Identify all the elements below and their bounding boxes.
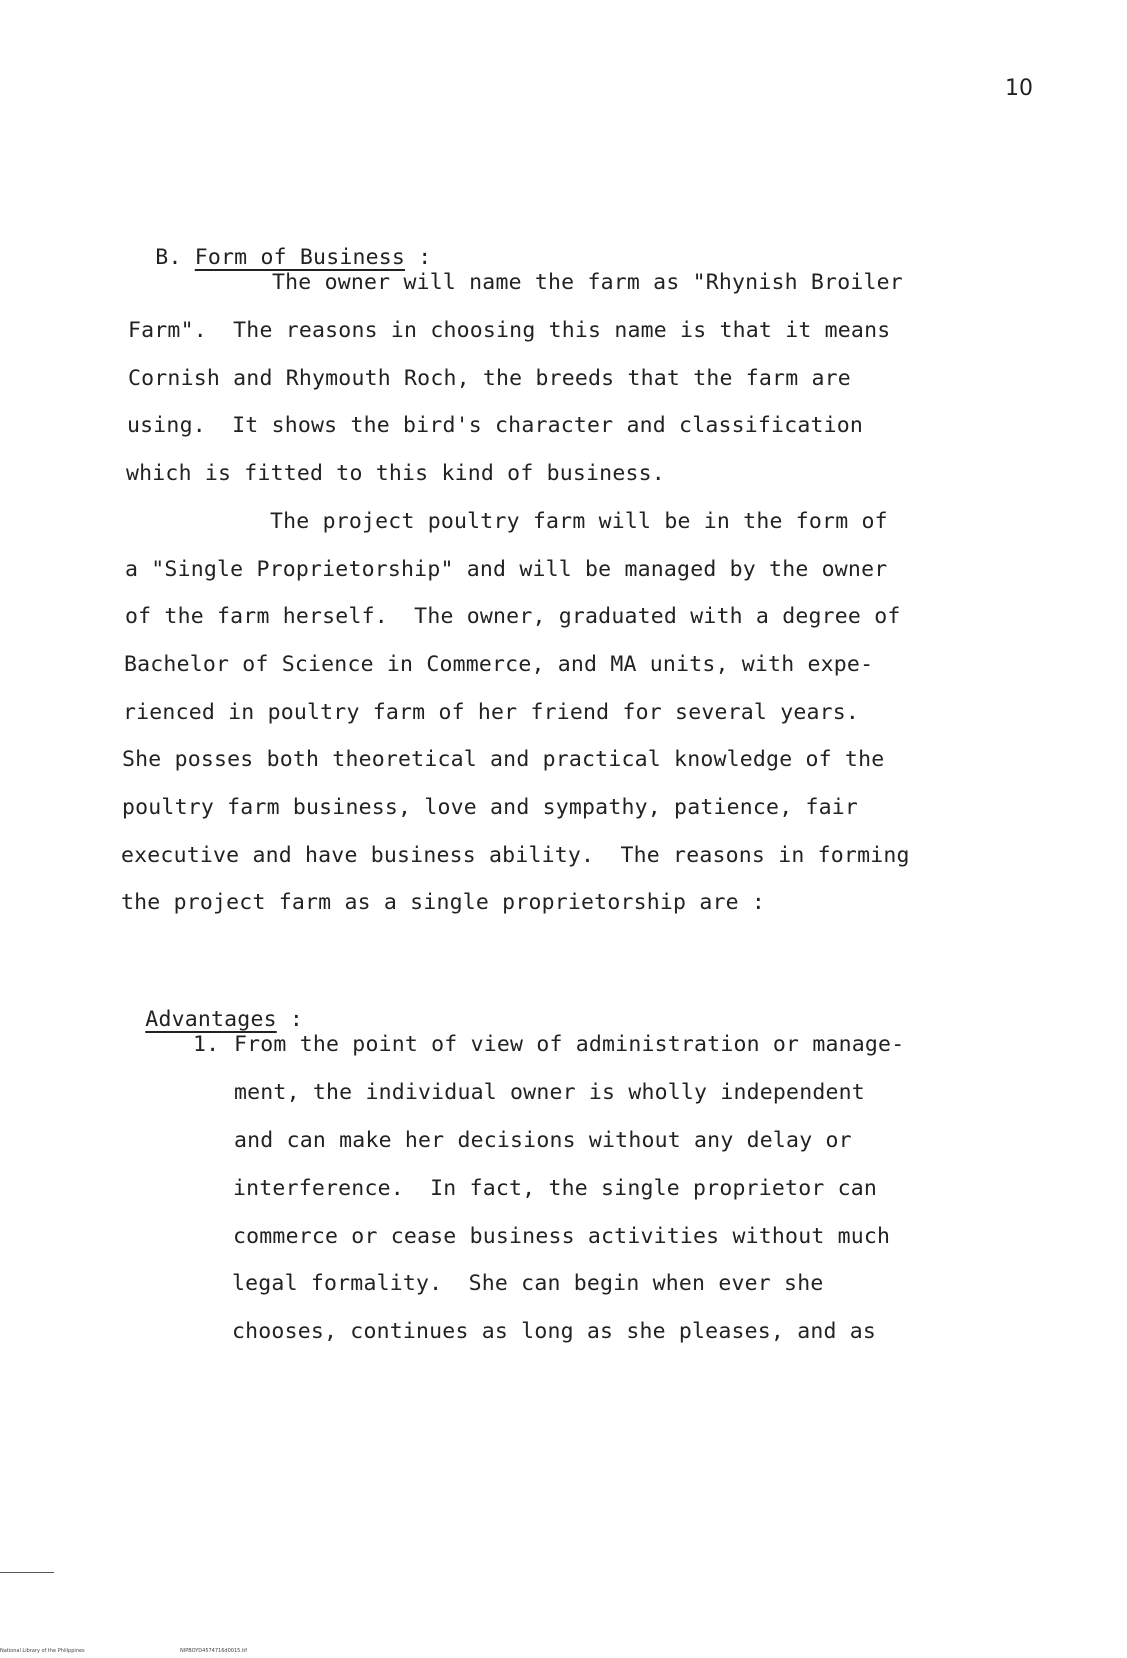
page-number: 10 xyxy=(1005,76,1033,101)
list-item-line: commerce or cease business activities without much xyxy=(233,1224,891,1249)
paragraph-line: Farm". The reasons in choosing this name is that it means xyxy=(128,318,891,343)
paragraph-line: She posses both theoretical and practical knowledge of the xyxy=(122,747,885,772)
paragraph-line: executive and have business ability. The reasons in forming xyxy=(121,843,910,868)
advantages-suffix: : xyxy=(289,1007,304,1032)
paragraph-line: The project poultry farm will be in the form of xyxy=(270,509,888,534)
section-heading xyxy=(129,220,431,270)
footer-rule xyxy=(0,1572,54,1573)
list-item-line: legal formality. She can begin when ever she xyxy=(232,1271,824,1296)
list-item-line: and can make her decisions without any delay or xyxy=(234,1128,852,1153)
list-item-line: interference. In fact, the single proprietor can xyxy=(233,1176,878,1201)
section-suffix: : xyxy=(418,245,432,270)
advantages-heading xyxy=(119,982,303,1032)
section-title: Form of Business xyxy=(194,245,406,270)
paragraph-line: which is fitted to this kind of business. xyxy=(126,461,665,486)
paragraph-line: using. It shows the bird's character and classification xyxy=(127,413,864,438)
paragraph-line: of the farm herself. The owner, graduated with a degree of xyxy=(125,604,901,629)
paragraph-line: Bachelor of Science in Commerce, and MA units, with expe- xyxy=(124,652,874,677)
advantages-title: Advantages xyxy=(145,1007,277,1032)
footer-filename: NIPBOYD4574716d0015.tif xyxy=(180,1648,248,1654)
paragraph-line: a "Single Proprietorship" and will be managed by the owner xyxy=(125,557,888,582)
list-item-line: From the point of view of administration or manage- xyxy=(234,1032,905,1057)
list-item-line: ment, the individual owner is wholly independent xyxy=(234,1080,865,1105)
paragraph-line: Cornish and Rhymouth Roch, the breeds that the farm are xyxy=(128,366,851,391)
section-prefix: B. xyxy=(155,245,182,270)
paragraph-line: poultry farm business, love and sympathy, patience, fair xyxy=(122,795,859,820)
paragraph-line: The owner will name the farm as "Rhynish Broiler xyxy=(272,270,903,295)
paragraph-line: the project farm as a single proprietorship are : xyxy=(121,890,766,915)
footer-credit: National Library of the Philippines xyxy=(0,1648,85,1654)
paragraph-line: rienced in poultry farm of her friend for several years. xyxy=(123,700,860,725)
list-item-line: chooses, continues as long as she pleases, and as xyxy=(232,1319,877,1344)
list-item-number: 1. xyxy=(193,1032,220,1057)
